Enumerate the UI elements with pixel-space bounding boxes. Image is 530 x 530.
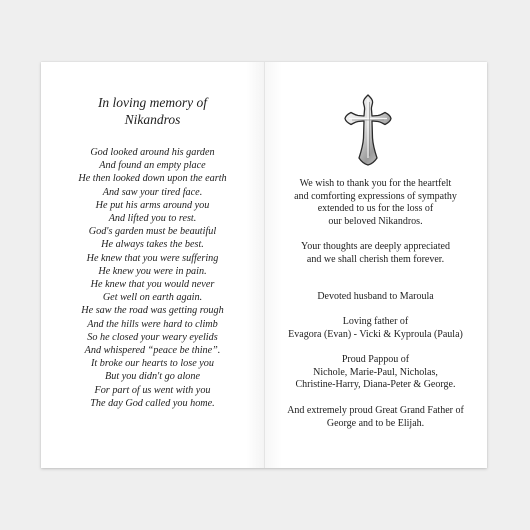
poem-line: He always takes the best. (101, 239, 204, 251)
thanks-line: and comforting expressions of sympathy (294, 190, 457, 202)
poem-line: He saw the road was getting rough (81, 305, 224, 317)
appreciation-line: and we shall cherish them forever. (306, 253, 445, 265)
poem-line: He put his arms around you (95, 199, 210, 211)
pappou-message (264, 354, 487, 392)
father-message (264, 316, 487, 341)
title-line: Nikandros (124, 112, 181, 127)
poem-line: He knew that you were suffering (86, 252, 219, 264)
right-panel (264, 62, 487, 468)
great-grand-message (264, 405, 487, 430)
poem-line: For part of us went with you (94, 384, 211, 396)
poem-line: God's garden must be beautiful (88, 226, 217, 238)
title-line: In loving memory of (97, 95, 208, 110)
father-line: Loving father of (342, 316, 409, 327)
poem-line: He knew that you would never (90, 279, 215, 291)
poem-line: So he closed your weary eyelids (87, 331, 218, 343)
card-fold-line (264, 62, 265, 468)
thanks-line: our beloved Nikandros. (328, 215, 423, 227)
pappou-line: Nichole, Marie-Paul, Nicholas, (313, 366, 438, 378)
great-grand-line: George and to be Elijah. (326, 417, 425, 429)
poem-line: The day God called you home. (90, 397, 215, 409)
poem-line: And whispered “peace be thine”. (84, 345, 221, 357)
husband-text: Devoted husband to Maroula (317, 291, 434, 302)
thanks-line: We wish to thank you for the heartfelt (299, 178, 452, 189)
left-panel (41, 62, 264, 468)
poem-line: And the hills were hard to climb (87, 318, 218, 330)
poem-line: God looked around his garden (90, 147, 215, 158)
ornate-cross-icon (344, 94, 392, 166)
poem-line: And saw your tired face. (102, 186, 203, 198)
thanks-line: extended to us for the loss of (317, 203, 434, 215)
great-grand-line: And extremely proud Great Grand Father of (287, 405, 464, 416)
poem-line: He then looked down upon the earth (78, 173, 227, 185)
poem-line: And lifted you to rest. (108, 213, 197, 225)
pappou-line: Proud Pappou of (341, 354, 410, 365)
appreciation-message (264, 241, 487, 266)
husband-line (264, 291, 487, 304)
pappou-line: Christine-Harry, Diana-Peter & George. (295, 379, 456, 391)
appreciation-line: Your thoughts are deeply appreciated (301, 241, 450, 252)
memorial-title (41, 94, 264, 128)
poem-line: But you didn't go alone (105, 371, 200, 383)
poem (41, 146, 264, 410)
poem-line: And found an empty place (99, 160, 206, 172)
father-line: Evagora (Evan) - Vicki & Kyproula (Paula) (288, 328, 463, 340)
poem-line: He knew you were in pain. (98, 265, 207, 277)
poem-line: Get well on earth again. (102, 292, 203, 304)
thanks-message (264, 178, 487, 228)
poem-line: It broke our hearts to lose you (91, 358, 214, 370)
